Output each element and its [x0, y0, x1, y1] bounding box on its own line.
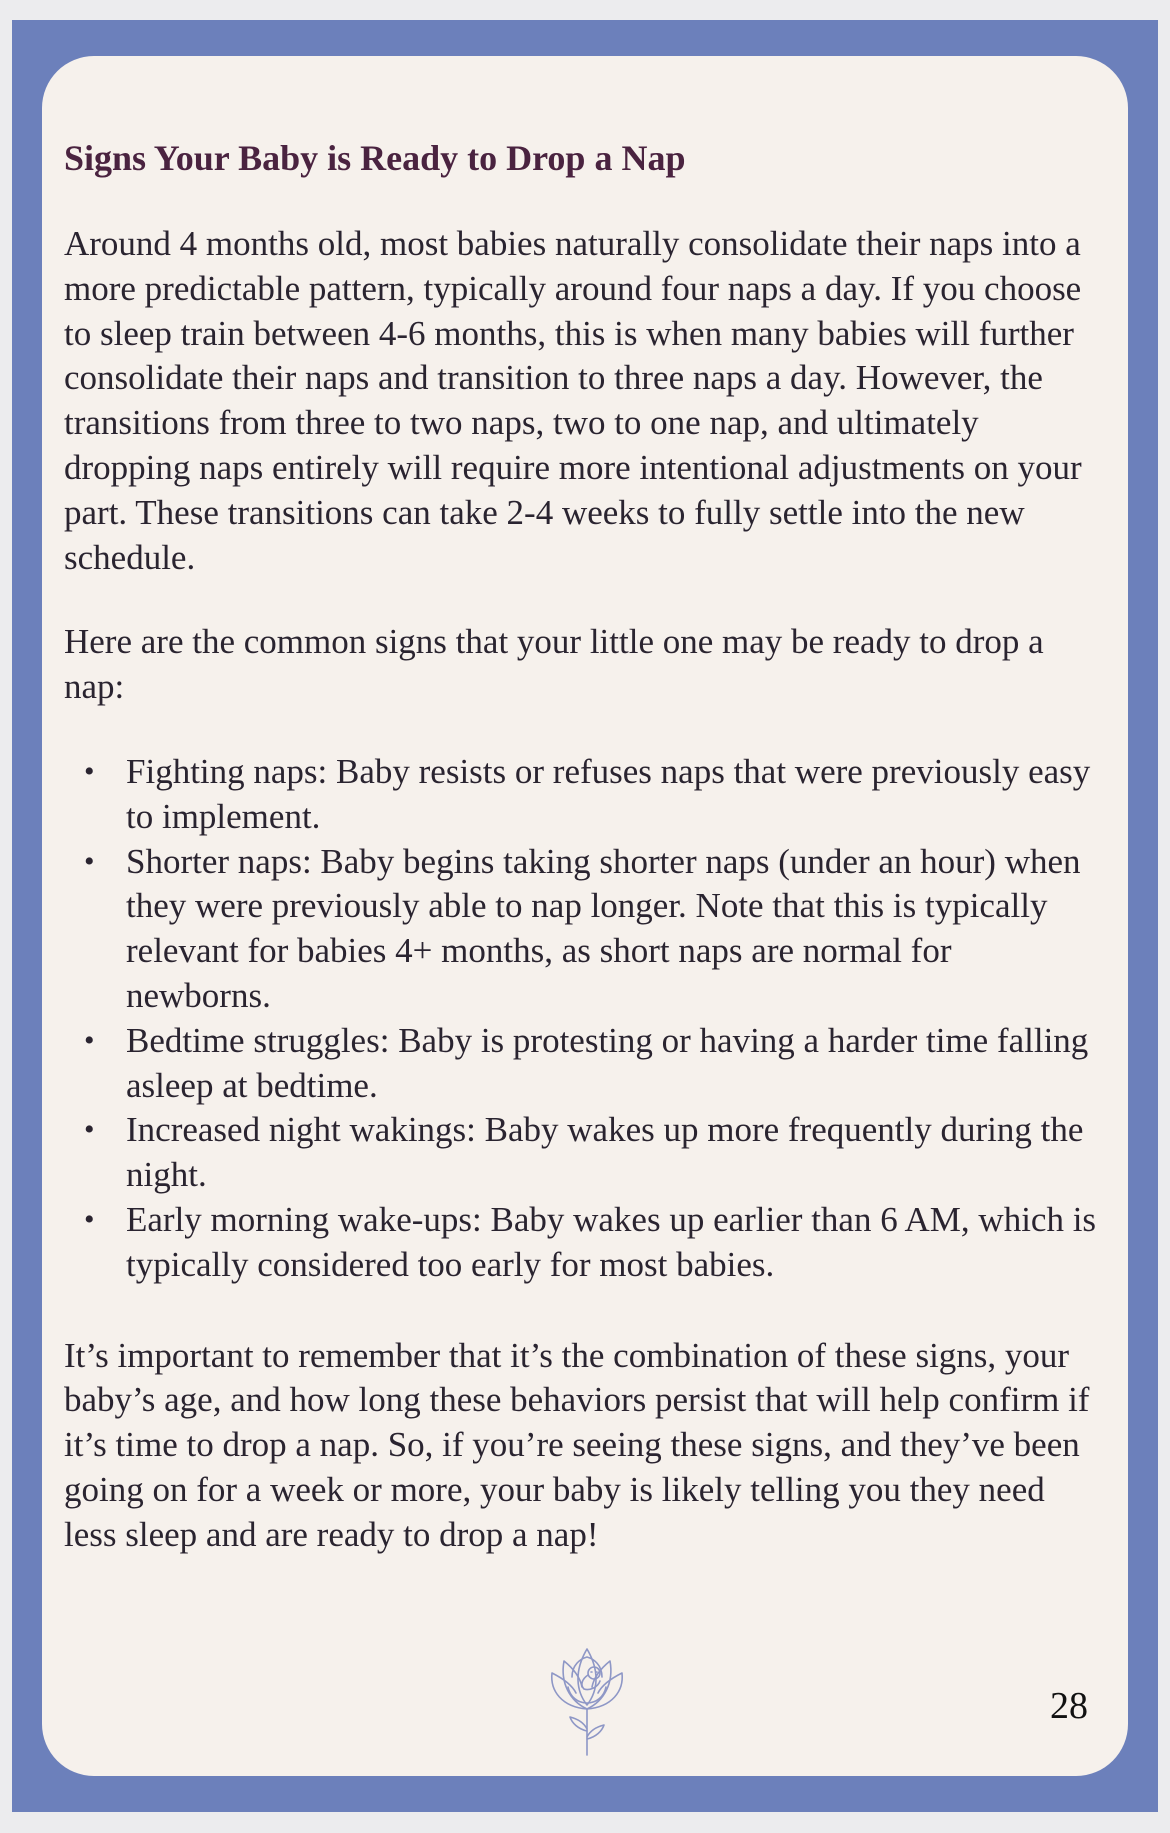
page-card	[42, 56, 1128, 1776]
signs-list	[64, 750, 1100, 1288]
bullet: •	[84, 844, 95, 878]
bullet: •	[84, 1113, 95, 1147]
sign-text: Increased night wakings: Baby wakes up more frequently during the night.	[126, 1110, 1084, 1195]
sign-text: Early morning wake-ups: Baby wakes up earlier than 6 AM, which is typically considered too early for most babies.	[126, 1199, 1097, 1284]
bullet: •	[84, 1202, 95, 1236]
list-item	[84, 840, 1100, 1019]
intro-paragraph: Around 4 months old, most babies naturally consolidate their naps into a more predictable pattern, typically around four naps a day. If you choose to sleep train between 4-6 months, this is when many babies will further consolidate their naps and transition to three naps a day. However, the transitions from three to two naps, two to one nap, and ultimately dropping naps entirely will require more intentional adjustments on your part. These transitions can take 2-4 weeks to fully settle into the new schedule.	[64, 224, 1082, 577]
sign-text: Fighting naps: Baby resists or refuses naps that were previously easy to implement.	[126, 751, 1091, 836]
page-title: Signs Your Baby is Ready to Drop a Nap	[64, 138, 686, 178]
bullet: •	[84, 1023, 95, 1057]
sign-text: Shorter naps: Baby begins taking shorter naps (under an hour) when they were previously able to nap longer. Note that this is typically relevant for babies 4+ months, as short naps are normal for newborns.	[126, 841, 1081, 1015]
list-item	[84, 1108, 1100, 1198]
list-item	[84, 750, 1100, 840]
bullet: •	[84, 754, 95, 788]
list-item	[84, 1198, 1100, 1288]
page-frame	[12, 20, 1158, 1812]
lead-in-paragraph: Here are the common signs that your little one may be ready to drop a nap:	[64, 622, 1044, 707]
closing-paragraph: It’s important to remember that it’s the combination of these signs, your baby’s age, and how long these behaviors persist that will help confirm if it’s time to drop a nap. So, if you’re seeing these signs, and they’ve been going on for a week or more, your baby is likely telling you they need less sleep and are ready to drop a nap!	[64, 1335, 1090, 1554]
list-item	[84, 1019, 1100, 1109]
page-number: 28	[1050, 1685, 1088, 1727]
sign-text: Bedtime struggles: Baby is protesting or having a harder time falling asleep at bedtime.	[126, 1020, 1089, 1105]
flower-baby-icon	[542, 1631, 632, 1761]
